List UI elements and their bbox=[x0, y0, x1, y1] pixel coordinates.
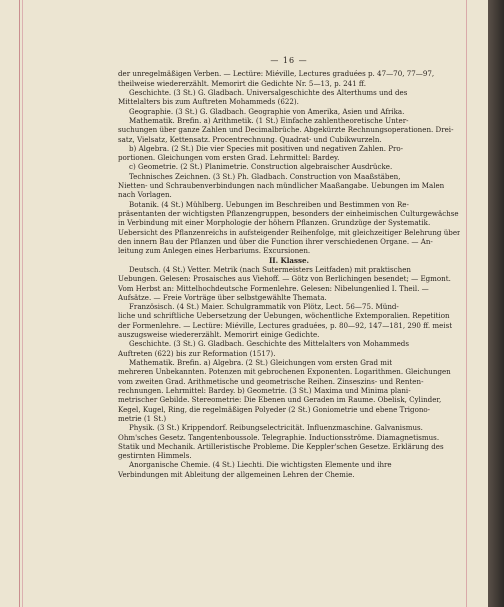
text-line: mehreren Unbekannten. Potenzen mit gebrochenen Exponenten. Logarithmen. Gleichungen bbox=[118, 367, 451, 377]
text-line: Deutsch. (4 St.) Vetter. Metrik (nach Sutermeisters Leitfaden) mit praktischen bbox=[129, 264, 411, 274]
text-body bbox=[118, 69, 460, 479]
text-line: Mathematik. Brefin. a) Arithmetik. (1 St.) Einfache zahlentheoretische Unter- bbox=[129, 115, 409, 125]
text-line: der unregelmäßigen Verben. — Lectüre: Miéville, Lectures graduées p. 47—70, 77—97, bbox=[118, 69, 435, 79]
text-line: Verbindungen mit Ableitung der allgemeinen Lehren der Chemie. bbox=[118, 469, 355, 479]
text-line: rechnungen. Lehrmittel: Bardey. b) Geometrie. (3 St.) Maxima und Minima plani- bbox=[118, 385, 411, 395]
text-line: c) Geometrie. (2 St.) Planimetrie. Construction algebraischer Ausdrücke. bbox=[129, 162, 393, 172]
text-line: Uebungen. Gelesen: Prosaisches aus Viehoff. — Götz von Berlichingen besendet; — Egmont. bbox=[118, 274, 451, 284]
text-line: satz, Vielsatz, Kettensatz. Procentrechnung. Quadrat- und Cubikwurzeln. bbox=[118, 134, 382, 144]
text-line: Ohm'sches Gesetz. Tangentenboussole. Telegraphie. Inductionsströme. Diamagnetismus. bbox=[118, 432, 440, 442]
page-text bbox=[118, 56, 460, 479]
text-line: Physik. (3 St.) Krippendorf. Reibungselectricität. Influenzmaschine. Galvanismus. bbox=[129, 423, 423, 433]
text-line: Auftreten (622) bis zur Reformation (1517). bbox=[118, 348, 276, 358]
text-line: Französisch. (4 St.) Maier. Schulgrammatik von Plötz, Lect. 56—75. Münd- bbox=[129, 302, 399, 312]
text-line: vom zweiten Grad. Arithmetische und geometrische Reihen. Zinseszins- und Renten- bbox=[118, 376, 424, 386]
text-line: Botanik. (4 St.) Mühlberg. Uebungen im Beschreiben und Bestimmen von Re- bbox=[129, 199, 409, 209]
margin-rule-left-inner bbox=[22, 0, 23, 607]
text-line: Mathematik. Brefin. a) Algebra. (2 St.) Gleichungen vom ersten Grad mit bbox=[129, 358, 393, 367]
text-line: Technisches Zeichnen. (3 St.) Ph. Gladbach. Construction von Maaßstäben, bbox=[129, 171, 401, 181]
text-line: Geschichte. (3 St.) G. Gladbach. Universalgeschichte des Alterthums und des bbox=[129, 87, 408, 97]
text-line: leitung zum Anlegen eines Herbariums. Excursionen. bbox=[118, 246, 311, 256]
text-line: metrischer Gebilde. Stereometrie: Die Ebenen und Geraden im Raume. Obelisk, Cylinder, bbox=[118, 395, 442, 405]
book-spine bbox=[488, 0, 504, 607]
text-line: Anorganische Chemie. (4 St.) Liechti. Die wichtigsten Elemente und ihre bbox=[129, 460, 392, 470]
text-line: metrie (1 St.) bbox=[118, 413, 167, 423]
section-heading: II. Klasse. bbox=[268, 255, 309, 265]
text-line: den innern Bau der Pflanzen und über die Function ihrer verschiedenen Organe. — An- bbox=[118, 236, 433, 246]
text-line: theilweise wiedererzählt. Memorirt die Gedichte Nr. 5—13, p. 241 ff. bbox=[118, 78, 366, 88]
text-line: liche und schriftliche Uebersetzung der Uebungen, wöchentliche Extemporalien. Repetition bbox=[118, 311, 450, 321]
text-line: nach Vorlagen. bbox=[118, 190, 172, 200]
page-number: — 16 — bbox=[270, 56, 308, 65]
text-line: Nietten- und Schraubenverbindungen nach mündlicher Maaßangabe. Uebungen im Malen bbox=[118, 181, 445, 191]
text-line: Statik und Mechanik. Artilleristische Probleme. Die Keppler'schen Gesetze. Erklärung des bbox=[118, 441, 444, 451]
text-line: Vom Herbst an: Mittelhochdeutsche Formenlehre. Gelesen: Nibelungenlied I. Theil. — bbox=[118, 283, 429, 293]
margin-rule-left bbox=[19, 0, 20, 607]
text-line: Aufsätze. — Freie Vorträge über selbstgewählte Themata. bbox=[118, 292, 327, 302]
text-line: Mittelalters bis zum Auftreten Mohammeds (622). bbox=[118, 97, 299, 107]
text-line: der Formenlehre. — Lectüre: Miéville, Lectures graduées, p. 80—92, 147—181, 290 ff. meist bbox=[118, 320, 453, 330]
text-line: Uebersicht des Pflanzenreichs in aufsteigender Reihenfolge, mit gleichzeitiger Belehrung über bbox=[118, 227, 460, 237]
text-line: gestirnten Himmels. bbox=[118, 451, 192, 461]
text-line: Geographie. (3 St.) G. Gladbach. Geographie von Amerika, Asien und Afrika. bbox=[129, 106, 405, 116]
text-line: b) Algebra. (2 St.) Die vier Species mit positiven und negativen Zahlen. Pro- bbox=[129, 143, 404, 153]
text-line: auszugsweise wiedererzählt. Memorirt einige Gedichte. bbox=[118, 330, 320, 340]
text-line: in Verbindung mit einer Morphologie der höhern Pflanzen. Grundzüge der Systematik. bbox=[118, 218, 431, 228]
margin-rule-right bbox=[466, 0, 467, 607]
text-line: suchungen über ganze Zahlen und Decimalbrüche. Abgekürzte Rechnungsoperationen. Drei- bbox=[118, 125, 454, 135]
text-line: Kegel, Kugel, Ring, die regelmäßigen Polyeder (2 St.) Goniometrie und ebene Trigono- bbox=[118, 404, 431, 414]
text-line: Geschichte. (3 St.) G. Gladbach. Geschichte des Mittelalters von Mohammeds bbox=[129, 339, 409, 349]
text-line: präsentanten der wichtigsten Pflanzengruppen, besonders der einheimischen Culturgewächse bbox=[118, 209, 459, 218]
text-line: portionen. Gleichungen vom ersten Grad. Lehrmittel: Bardey. bbox=[118, 153, 340, 163]
